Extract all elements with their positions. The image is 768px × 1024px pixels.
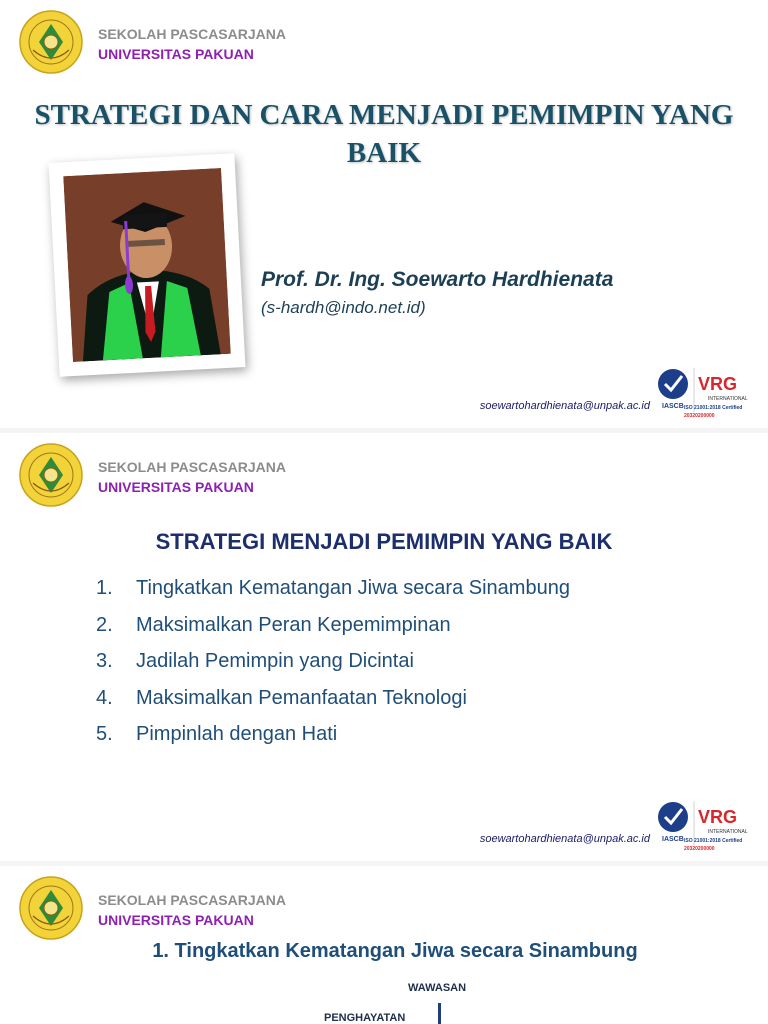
university-logo (19, 876, 83, 940)
strategy-title: STRATEGI MENJADI PEMIMPIN YANG BAIK (155, 529, 613, 554)
author-portrait (63, 168, 231, 362)
author-name: Prof. Dr. Ing. Soewarto Hardhienata (261, 268, 614, 291)
cert-line1: ISO 21001:2018 Certified (684, 838, 743, 844)
slide-maturity (0, 866, 768, 1024)
list-item-number: 1. (96, 577, 113, 599)
cert-badge-sub: INTERNATIONAL (708, 829, 748, 835)
presentation-title: STRATEGI DAN CARA MENJADI PEMIMPIN YANG BAIK (34, 99, 734, 169)
cert-badge-vrg: VRG (698, 807, 738, 827)
list-item-number: 4. (96, 686, 113, 709)
diagram-label-penghayatan: PENGHAYATAN (324, 1012, 406, 1024)
list-item (96, 683, 570, 720)
list-item-text: Pimpinlah dengan Hati (136, 723, 338, 745)
list-item (96, 646, 570, 683)
institution-school: SEKOLAH PASCASARJANA (98, 26, 286, 42)
list-item (96, 573, 570, 610)
section-title: 1. Tingkatkan Kematangan Jiwa secara Sinambung (152, 940, 638, 962)
footer-email[interactable]: soewartohardhienata@unpak.ac.id (479, 833, 650, 845)
cert-line2: 20320200000 (684, 846, 715, 852)
author-photo-frame (49, 153, 246, 376)
cert-badge-vrg: VRG (698, 374, 738, 394)
strategy-list (96, 573, 570, 756)
list-item-number: 5. (96, 723, 113, 745)
list-item-number: 2. (96, 613, 113, 636)
diagram-label-wawasan: WAWASAN (408, 982, 467, 994)
institution-university: UNIVERSITAS PAKUAN (98, 912, 254, 928)
slide-strategy-list (0, 433, 768, 861)
institution-header (98, 457, 286, 497)
institution-header (98, 890, 286, 930)
author-email[interactable]: (s-hardh@indo.net.id) (261, 298, 426, 317)
slide-title (0, 0, 768, 428)
list-item-text: Tingkatkan Kematangan Jiwa secara Sinambung (136, 577, 570, 599)
institution-school: SEKOLAH PASCASARJANA (98, 459, 286, 475)
university-logo (19, 443, 83, 507)
cert-badge-sub: INTERNATIONAL (708, 396, 748, 402)
certification-badges (656, 799, 756, 859)
institution-school: SEKOLAH PASCASARJANA (98, 892, 286, 908)
list-item (96, 719, 570, 756)
list-item-text: Maksimalkan Pemanfaatan Teknologi (136, 686, 467, 709)
institution-header (98, 24, 286, 64)
list-item-number: 3. (96, 650, 113, 672)
list-item (96, 610, 570, 647)
cert-badge-iascb: IASCB (662, 836, 684, 843)
cert-badge-iascb: IASCB (662, 403, 684, 410)
cert-line1: ISO 21001:2018 Certified (684, 405, 743, 411)
cert-line2: 20320200000 (684, 413, 715, 419)
certification-badges (656, 366, 756, 426)
footer-email[interactable]: soewartohardhienata@unpak.ac.id (479, 400, 650, 412)
university-logo (19, 10, 83, 74)
list-item-text: Maksimalkan Peran Kepemimpinan (136, 613, 451, 636)
institution-university: UNIVERSITAS PAKUAN (98, 479, 254, 495)
list-item-text: Jadilah Pemimpin yang Dicintai (136, 650, 414, 672)
institution-university: UNIVERSITAS PAKUAN (98, 46, 254, 62)
diagram-axis-line (438, 1003, 441, 1024)
